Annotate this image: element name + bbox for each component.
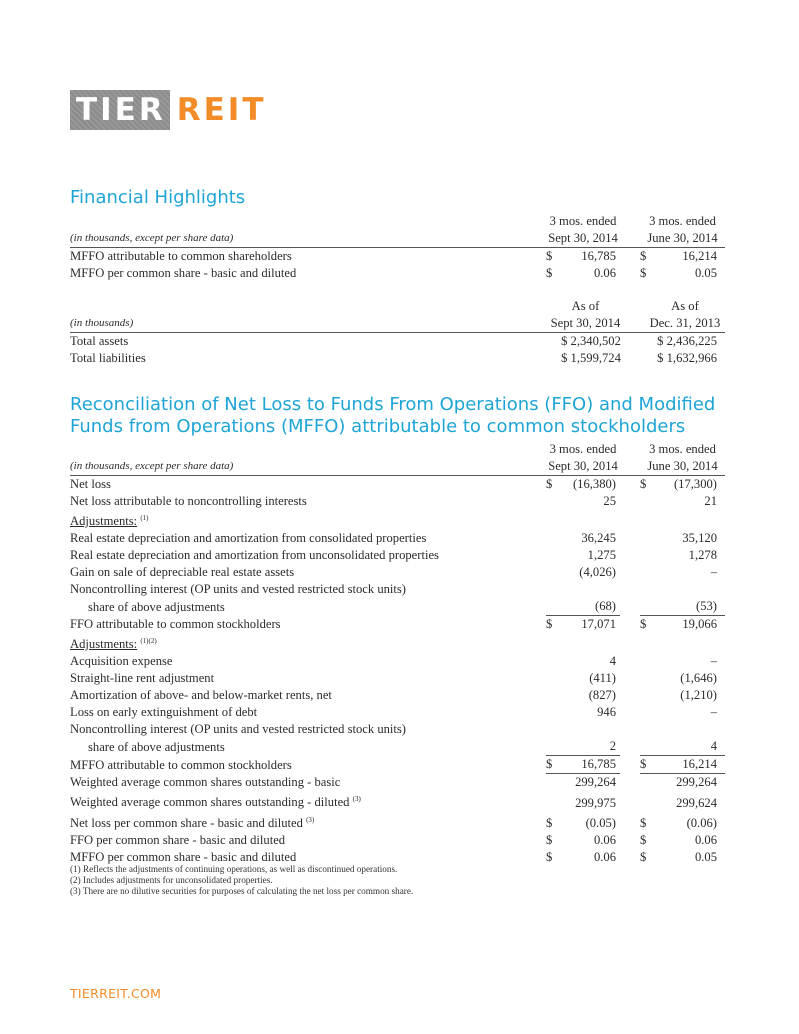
table-row: Adjustments: $^{(1)}$ [70,514,149,529]
table-row: Noncontrolling interest (OP units and vested restricted stock units) [70,722,407,737]
col1-date: Sept 30, 2014 [546,458,620,476]
reconciliation-table [70,441,725,866]
table-row: Noncontrolling interest (OP units and vested restricted stock units) [70,582,407,597]
website-footer[interactable]: TIERREIT.COM [70,986,162,1001]
table-row: MFFO attributable to common shareholders $ 16,785 $ 16,214 [70,249,717,263]
table-row: FFO per common share - basic and diluted $ 0.06 $ 0.06 [70,832,717,847]
table-row: Loss on early extinguishment of debt 946 – [70,705,717,720]
col1-header: As of [571,299,600,313]
table-row: Gain on sale of depreciable real estate assets (4,026) – [70,565,717,580]
table-row: share of above adjustments (68) (53) [88,599,717,614]
table-row: Real estate depreciation and amortization from consolidated properties 36,245 35,120 [70,531,717,546]
table-row: Adjustments: $^{(1)(2)}$ [70,637,157,652]
table-row: Weighted average common shares outstanding - diluted $^{(3)}$ 299,975 299,624 [70,795,717,810]
table-row: Straight-line rent adjustment (411) (1,646) [70,671,717,686]
col2-date: June 30, 2014 [640,230,725,248]
col1-header: 3 mos. ended [549,442,617,456]
financial-highlights-title: Financial Highlights [70,187,246,208]
company-logo [70,90,266,130]
table-row: FFO attributable to common stockholders $ 17,071 $ 19,066 [70,616,725,634]
col2-header: 3 mos. ended [649,442,716,456]
units-note: (in thousands) [70,315,546,333]
units-note: (in thousands, except per share data) [70,458,546,476]
table-row: Real estate depreciation and amortization from unconsolidated properties 1,275 1,278 [70,548,717,563]
table-row: Amortization of above- and below-market rents, net (827) (1,210) [70,688,717,703]
footnotes [70,864,413,897]
table-row: Net loss $ (16,380) $ (17,300) [70,477,717,491]
logo-reit: REIT [176,92,267,128]
footnote: (1) Reflects the adjustments of continuing operations, as well as discontinued operations. [70,864,398,874]
col1-date: Sept 30, 2014 [546,315,625,333]
table-row: MFFO per common share - basic and diluted $ 0.06 $ 0.05 [70,266,717,280]
highlights-table [70,213,725,282]
table-row: Total assets $ 2,340,502 $ 2,436,225 [70,334,717,348]
table-row: Weighted average common shares outstanding - basic 299,264 299,264 [70,775,717,790]
table-row: MFFO attributable to common stockholders $ 16,785 $ 16,214 [70,756,725,774]
balance-table [70,298,725,367]
col2-header: 3 mos. ended [649,214,716,228]
units-note: (in thousands, except per share data) [70,230,546,248]
col1-header: 3 mos. ended [549,214,617,228]
table-row: MFFO per common share - basic and diluted $ 0.06 $ 0.05 [70,849,717,864]
table-row: Net loss attributable to noncontrolling interests 25 21 [70,494,717,508]
footnote: (3) There are no dilutive securities for purposes of calculating the net loss per common share. [70,886,414,896]
logo-tier: TIER [70,90,170,130]
col2-header: As of [671,299,699,313]
col1-date: Sept 30, 2014 [546,230,620,248]
table-row: Acquisition expense 4 – [70,654,717,669]
reconciliation-title: Reconciliation of Net Loss to Funds From Operations (FFO) and Modified Funds from Operations (MFFO) attributable to common stockholders [70,394,716,437]
col2-date: Dec. 31, 2013 [645,315,725,333]
table-row: Total liabilities $ 1,599,724 $ 1,632,966 [70,351,717,365]
footnote: (2) Includes adjustments for unconsolidated properties. [70,875,273,885]
table-row: share of above adjustments 2 4 [88,739,717,754]
table-row: Net loss per common share - basic and diluted $^{(3)}$ $ (0.05) $ (0.06) [70,815,717,830]
col2-date: June 30, 2014 [640,458,725,476]
